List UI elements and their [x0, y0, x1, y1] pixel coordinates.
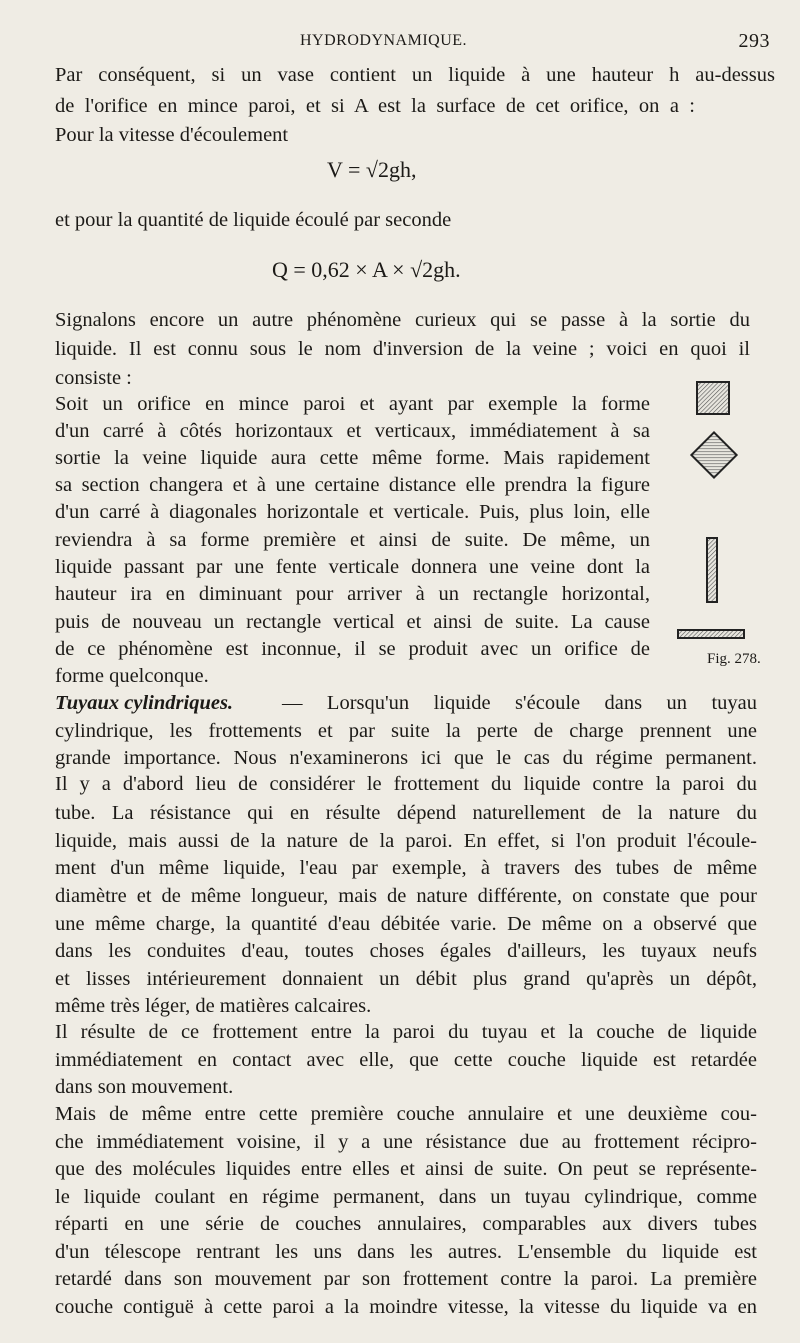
text-line: sortie la veine liquide aura cette même forme. Mais rapidement [55, 447, 650, 469]
text-line: puis de nouveau un rectangle vertical et ainsi de suite. La cause [55, 611, 650, 633]
text-line: liquide passant par une fente verticale donnera une veine dont la [55, 556, 650, 578]
text-line: tube. La résistance qui en résulte dépend naturellement de la nature du [55, 802, 757, 824]
figure-278 [670, 375, 760, 650]
text-line: immédiatement en contact avec elle, que cette couche liquide est retardée [55, 1049, 757, 1071]
text-line: Il y a d'abord lieu de considérer le frottement du liquide contre la paroi du [55, 773, 757, 795]
text-line: même très léger, de matières calcaires. [55, 995, 372, 1017]
section-heading: Tuyaux cylindriques. [55, 692, 234, 714]
text-line: retardé dans son mouvement par son frottement contre la paroi. La première [55, 1268, 757, 1290]
text-line: le liquide coulant en régime permanent, dans un tuyau cylindrique, comme [55, 1186, 757, 1208]
running-title: HYDRODYNAMIQUE. [300, 32, 468, 49]
text-line: reviendra à sa forme première et ainsi de suite. De même, un [55, 529, 650, 551]
text-line: de ce phénomène est inconnue, il se produit avec un orifice de [55, 638, 650, 660]
text-line: hauteur ira en diminuant pour arriver à un rectangle horizontal, [55, 583, 650, 605]
text-line: liquide. Il est connu sous le nom d'inversion de la veine ; voici en quoi il [55, 338, 750, 360]
text-line: et pour la quantité de liquide écoulé par seconde [55, 209, 452, 231]
text-line: couche contiguë à cette paroi a la moindre vitesse, la vitesse du liquide va en [55, 1296, 757, 1318]
page-number: 293 [738, 30, 770, 52]
text-line: diamètre et de même longueur, mais de nature différente, on constate que pour [55, 885, 757, 907]
text-line: dans les conduites d'eau, toutes choses égales d'ailleurs, les tuyaux neufs [55, 940, 757, 962]
text-line: Par conséquent, si un vase contient un liquide à une hauteur h au-dessus [55, 64, 775, 86]
text-line: consiste : [55, 367, 132, 389]
text-line: dans son mouvement. [55, 1076, 234, 1098]
text-line: d'un télescope rentrant les uns dans les autres. L'ensemble du liquide est [55, 1241, 757, 1263]
text-line: che immédiatement voisine, il y a une résistance due au frottement récipro- [55, 1131, 757, 1153]
text-line: cylindrique, les frottements et par suite la perte de charge prennent une [55, 720, 757, 742]
figure-caption: Fig. 278. [707, 651, 761, 667]
text-line: de l'orifice en mince paroi, et si A est la surface de cet orifice, on a : [55, 95, 695, 117]
text-line: Pour la vitesse d'écoulement [55, 124, 289, 146]
text-line: grande importance. Nous n'examinerons ici que le cas du régime permanent. [55, 747, 757, 769]
text-line: Signalons encore un autre phénomène curieux qui se passe à la sortie du [55, 309, 750, 331]
discharge-formula: Q = 0,62 × A × √2gh. [272, 257, 461, 282]
diamond-section-shape [691, 432, 736, 477]
text-line: et lisses intérieurement donnaient un débit plus grand qu'après un dépôt, [55, 968, 757, 990]
text-line: sa section changera et à une certaine distance elle prendra la figure [55, 474, 650, 496]
text-line: d'un carré à côtés horizontaux et verticaux, immédiatement à sa [55, 420, 650, 442]
square-orifice-shape [697, 382, 729, 414]
text-line: forme quelconque. [55, 665, 209, 687]
text-line: ment d'un même liquide, l'eau par exemple, à travers des tubes de même [55, 857, 757, 879]
text-line: que des molécules liquides entre elles et ainsi de suite. On peut se représente- [55, 1158, 757, 1180]
horizontal-rectangle-shape [678, 630, 744, 638]
text-line: d'un carré à diagonales horizontale et verticale. Puis, plus loin, elle [55, 501, 650, 523]
text-line: liquide, mais aussi de la nature de la paroi. En effet, si l'on produit l'écoule- [55, 830, 757, 852]
text-line: Soit un orifice en mince paroi et ayant par exemple la forme [55, 393, 650, 415]
text-line: — Lorsqu'un liquide s'écoule dans un tuyau [282, 692, 757, 714]
velocity-formula: V = √2gh, [327, 157, 417, 182]
text-line: une même charge, la quantité d'eau débitée varie. De même on a observé que [55, 913, 757, 935]
text-line: Il résulte de ce frottement entre la paroi du tuyau et la couche de liquide [55, 1021, 757, 1043]
text-line: réparti en une série de couches annulaires, comparables aux divers tubes [55, 1213, 757, 1235]
text-line: Mais de même entre cette première couche annulaire et une deuxième cou- [55, 1103, 757, 1125]
vertical-slit-shape [707, 538, 717, 602]
